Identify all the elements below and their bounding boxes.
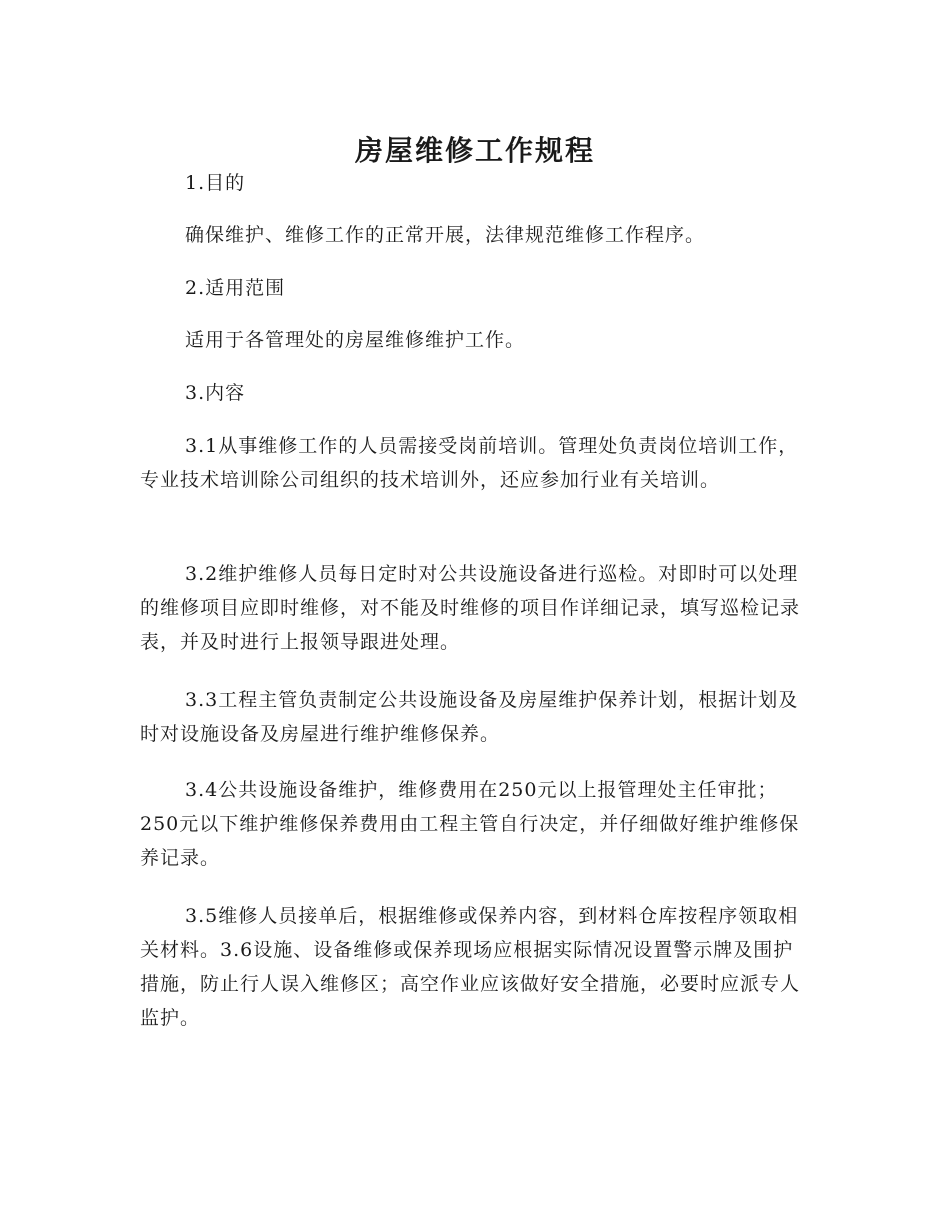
section-heading-content: 3.内容 (185, 382, 246, 404)
paragraph-3-5-3-6: 3.5维修人员接单后，根据维修或保养内容，到材料仓库按程序领取相关材料。3.6设施、设备维修或保养现场应根据实际情况设置警示牌及围护措施，防止行人误入维修区；高空作业应该做好安全措施，必要时应派专人监护。 (140, 905, 801, 1029)
paragraph-3-1: 3.1从事维修工作的人员需接受岗前培训。管理处负责岗位培训工作，专业技术培训除公司组织的技术培训外，还应参加行业有关培训。 (140, 435, 799, 491)
document-title: 房屋维修工作规程 (354, 133, 595, 167)
paragraph-3-3: 3.3工程主管负责制定公共设施设备及房屋维护保养计划，根据计划及时对设施设备及房屋进行维护维修保养。 (140, 689, 799, 745)
section-heading-purpose: 1.目的 (185, 172, 246, 194)
paragraph-3-2: 3.2维护维修人员每日定时对公共设施设备进行巡检。对即时可以处理的维修项目应即时维修，对不能及时维修的项目作详细记录，填写巡检记录表，并及时进行上报领导跟进处理。 (140, 563, 801, 653)
paragraph-3-4: 3.4公共设施设备维护，维修费用在250元以上报管理处主任审批；250元以下维护维修保养费用由工程主管自行决定，并仔细做好维护维修保养记录。 (140, 779, 800, 869)
paragraph-scope: 适用于各管理处的房屋维修维护工作。 (185, 329, 526, 351)
section-heading-scope: 2.适用范围 (185, 277, 286, 299)
paragraph-purpose: 确保维护、维修工作的正常开展，法律规范维修工作程序。 (185, 224, 706, 246)
